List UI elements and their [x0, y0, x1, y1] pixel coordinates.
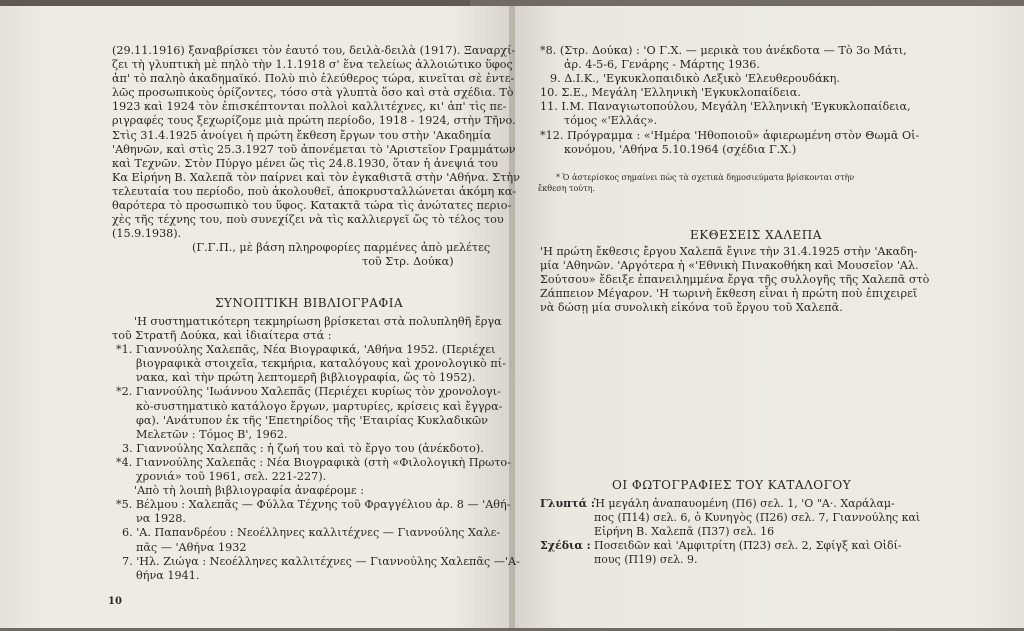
list-item: 3. Γιαννούλης Χαλεπᾶς : ἡ ζωή του καὶ τὸ ἔργο του (ἀνέκδοτο).: [122, 441, 484, 455]
text-line: Σούτσου» ἔδειξε ἐπανειλημμένα ἔργα τῆς συλλογῆς τῆς Χαλεπᾶ στὸ: [540, 273, 930, 287]
text-line: κὸ-συστηματικὸ κατάλογο ἔργων, μαρτυρίες, κρίσεις καὶ ἔγγρα-: [136, 399, 503, 413]
text-line: θήνα 1941.: [136, 568, 200, 582]
footnote-line: ἔκθεση τούτη.: [538, 184, 595, 193]
list-item: 9. Δ.Ι.Κ., 'Εγκυκλοπαιδικὸ Λεξικὸ 'Ελευθερουδάκη.: [550, 72, 840, 86]
sculptures-label: Γλυπτά :: [540, 497, 595, 510]
text-line: Ζάππειον Μέγαρον. 'Η τωρινὴ ἔκθεση εἶναι ἡ πρώτη ποὺ ἐπιχειρεῖ: [540, 287, 918, 301]
list-item: *2. Γιαννούλης 'Ιωάννου Χαλεπᾶς (Περιέχει κυρίως τὸν χρονολογι-: [116, 385, 501, 399]
text-line: Ποσειδῶν καὶ 'Αμφιτρίτη (Π23) σελ. 2, Σφίγξ καὶ Οἰδί-: [594, 539, 902, 553]
text-line: βιογραφικὰ στοιχεῖα, τεκμήρια, καταλόγους καὶ χρονολογικὸ πί-: [136, 357, 506, 371]
text-line: λῶς προσωπικοὺς ὁρίζοντες, τόσο στὰ γλυπτὰ ὅσο καὶ στὰ σχέδια. Τὸ: [112, 86, 514, 100]
list-item: [540, 539, 920, 553]
text-line: τόμος «'Ελλάς».: [564, 114, 658, 128]
text-line: 'Η πρώτη ἔκθεσις ἔργου Χαλεπᾶ ἔγινε τὴν 31.4.1925 στὴν 'Ακαδη-: [540, 245, 918, 258]
text-line: τοῦ Στρατῆ Δούκα, καὶ ἰδιαίτερα στά :: [112, 329, 332, 343]
list-item: 11. Ι.Μ. Παναγιωτοπούλου, Μεγάλη 'Ελληνικὴ 'Εγκυκλοπαίδεια,: [540, 100, 911, 114]
text-line: να 1928.: [136, 512, 186, 526]
list-item: [540, 497, 920, 511]
bibliography-heading: ΣΥΝΟΠΤΙΚΗ ΒΙΒΛΙΟΓΡΑΦΙΑ: [215, 296, 404, 310]
text-line: νὰ δώσῃ μία συνολικὴ εἰκόνα τοῦ ἔργου τοῦ Χαλεπᾶ.: [540, 301, 843, 315]
list-item: 10. Σ.Ε., Μεγάλη 'Ελληνικὴ 'Εγκυκλοπαίδεια.: [540, 86, 801, 100]
photo-list: [540, 497, 920, 567]
text-line: 'Αθηνῶν, καὶ στὶς 25.3.1927 τοῦ ἀπονέμεται τὸ 'Αριστεῖον Γραμμάτων: [112, 142, 516, 156]
list-item: *4. Γιαννούλης Χαλεπᾶς : Νέα Βιογραφικὰ (στὴ «Φιλολογικὴ Πρωτο-: [116, 455, 511, 469]
text-line: ἀπ' τὸ παληὸ ἀκαδημαϊκό. Πολὺ πιὸ ἐλεύθερος τώρα, κινεῖται σὲ ἐντε-: [112, 72, 515, 86]
text-line: Μελετῶν : Τόμος Β', 1962.: [136, 427, 288, 441]
text-line: 'Απὸ τὴ λοιπὴ βιβλιογραφία ἀναφέρομε :: [134, 484, 364, 498]
exhibitions-text: [540, 245, 929, 315]
text-line: ζει τὴ γλυπτικὴ μὲ πηλὸ τὴν 1.1.1918 σ' ἕνα τελείως ἀλλοιώτικο ὕφος: [112, 58, 513, 72]
bibliography-continued: [540, 44, 919, 157]
attribution-line: (Γ.Γ.Π., μὲ βάση πληροφορίες παρμένες ἀπὸ μελέτες: [192, 241, 491, 255]
list-item: *8. (Στρ. Δούκα) : 'Ο Γ.Χ. — μερικὰ του ἀνέκδοτα — Τὸ 3ο Μάτι,: [540, 44, 907, 57]
text-line: ριγραφές τους ξεχωρίζομε μιὰ πρώτη περίοδο, 1918 - 1924, στὴν Τῆνο.: [112, 114, 516, 128]
biography-text: [112, 44, 520, 270]
page-number: 10: [108, 596, 122, 607]
text-line: 'Η συστηματικότερη τεκμηρίωση βρίσκεται στὰ πολυπληθῆ ἔργα: [134, 315, 502, 328]
text-line: (29.11.1916) ξαναβρίσκει τὸν ἑαυτό του, δειλὰ-δειλὰ (1917). Ξαναρχί-: [112, 44, 516, 57]
attribution-line: τοῦ Στρ. Δούκα): [362, 255, 454, 269]
list-item: 6. 'Α. Παπανδρέου : Νεοέλληνες καλλιτέχνες — Γιαννούλης Χαλε-: [122, 526, 501, 540]
list-item: *1. Γιαννούλης Χαλεπᾶς, Νέα Βιογραφικά, 'Αθήνα 1952. (Περιέχει: [116, 343, 496, 357]
photos-heading: ΟΙ ΦΩΤΟΓΡΑΦΙΕΣ ΤΟΥ ΚΑΤΑΛΟΓΟΥ: [612, 478, 852, 492]
text-line: μία 'Αθηνῶν. 'Αργότερα ἡ «'Εθνικὴ Πινακοθήκη καὶ Μουσεῖον 'Αλ.: [540, 259, 919, 273]
text-line: πᾶς — 'Αθήνα 1932: [136, 540, 247, 554]
text-line: Εἰρήνη Β. Χαλεπᾶ (Π37) σελ. 16: [594, 525, 775, 539]
list-item: 7. 'Ηλ. Ζιώγα : Νεοέλληνες καλλιτέχνες — Γιαννούλης Χαλεπᾶς —'Α-: [122, 554, 520, 568]
list-item: *5. Βέλμου : Χαλεπᾶς — Φύλλα Τέχνης τοῦ Φραγγέλιου ἀρ. 8 — 'Αθή-: [116, 498, 511, 512]
text-line: τελευταία του περίοδο, ποὺ ἀκολουθεῖ, ἀποκρυσταλλώνεται ἀκόμη κα-: [112, 184, 517, 198]
text-line: Κα Εἰρήνη Β. Χαλεπᾶ τὸν παίρνει καὶ τὸν ἐγκαθιστᾶ στὴν 'Αθήνα. Στὴν: [112, 170, 520, 184]
text-line: ἀρ. 4-5-6, Γενάρης - Μάρτης 1936.: [564, 58, 760, 72]
text-line: κονόμου, 'Αθήνα 5.10.1964 (σχέδια Γ.Χ.): [564, 142, 797, 156]
text-line: νακα, καὶ τὴν πρώτη λεπτομερῆ βιβλιογραφία, ὥς τὸ 1952).: [136, 371, 476, 385]
text-line: θαρότερα τὸ προσωπικὸ του ὕφος. Κατακτᾶ τώρα τὶς ἀνώτατες περιο-: [112, 199, 512, 213]
text-line: πος (Π14) σελ. 6, ὁ Κυνηγὸς (Π26) σελ. 7, Γιαννούλης καὶ: [594, 511, 921, 525]
drawings-label: Σχέδια :: [540, 539, 591, 553]
footnote-line: * Ὁ ἀστερίσκος σημαίνει πὼς τὰ σχετικὰ δημοσιεύματα βρίσκονται στὴν: [556, 173, 855, 182]
text-line: καὶ Τεχνῶν. Στὸν Πύργο μένει ὥς τὶς 24.8.1930, ὅταν ἡ ἀνεψιά του: [112, 156, 498, 170]
text-line: πους (Π19) σελ. 9.: [594, 553, 698, 567]
text-line: Στὶς 31.4.1925 ἀνοίγει ἡ πρώτη ἔκθεση ἔργων του στὴν 'Ακαδημία: [112, 128, 492, 142]
text-line: χρονιά» τοῦ 1961, σελ. 221-227).: [136, 470, 327, 484]
text-line: Ἡ μεγάλη ἀναπαυομένη (Π6) σελ. 1, 'Ο "Α·. Χαράλαμ-: [594, 497, 895, 510]
bibliography-list: [112, 315, 520, 583]
text-line: φα). 'Ανάτυπον ἐκ τῆς 'Επετηρίδος τῆς 'Εταιρίας Κυκλαδικῶν: [136, 413, 488, 427]
list-item: *12. Πρόγραμμα : «'Ημέρα 'Ηθοποιοῦ» ἀφιερωμένη στὸν Θωμᾶ Οἰ-: [540, 128, 920, 142]
exhibitions-heading: ΕΚΘΕΣΕΙΣ ΧΑΛΕΠΑ: [690, 228, 822, 242]
footnote: [538, 172, 855, 194]
text-line: (15.9.1938).: [112, 227, 182, 241]
text-line: χὲς τῆς τέχνης του, ποὺ συνεχίζει νὰ τὶς καλλιεργεῖ ὥς τὸ τέλος του: [112, 213, 504, 227]
text-line: 1923 καὶ 1924 τὸν ἐπισκέπτονται πολλοὶ καλλιτέχνες, κι' ἀπ' τὶς πε-: [112, 100, 507, 114]
